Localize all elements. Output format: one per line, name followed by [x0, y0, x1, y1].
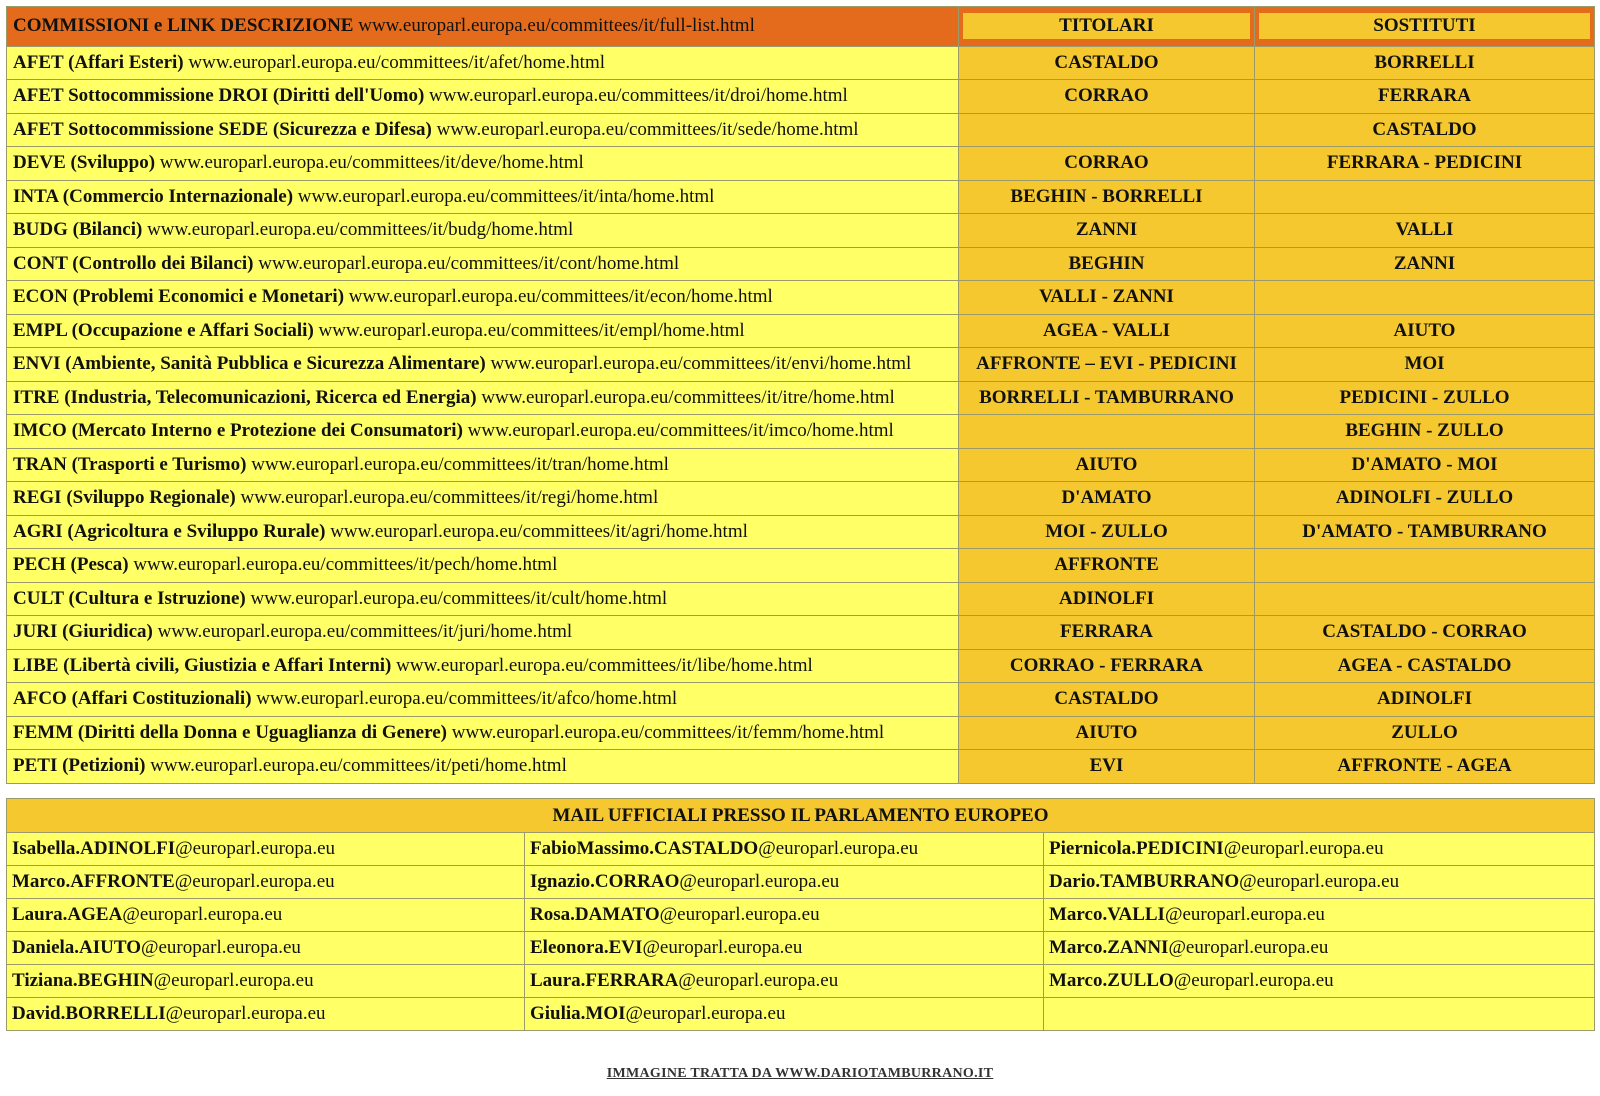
- committee-desc-cell: [7, 214, 959, 248]
- committee-desc-cell: [7, 683, 959, 717]
- committee-sostituti: D'AMATO - TAMBURRANO: [1255, 515, 1595, 549]
- committee-titolari: CORRAO: [959, 80, 1255, 114]
- committee-url[interactable]: www.europarl.europa.eu/committees/it/econ/home.html: [348, 286, 773, 308]
- committee-row: [7, 147, 1595, 181]
- committee-sostituti: BEGHIN - ZULLO: [1255, 415, 1595, 449]
- mail-cell[interactable]: [7, 932, 525, 965]
- committee-url[interactable]: www.europarl.europa.eu/committees/it/sede/home.html: [436, 118, 859, 140]
- committee-name: EMPL (Occupazione e Affari Sociali): [13, 319, 314, 341]
- mail-domain: @europarl.europa.eu: [1168, 937, 1329, 958]
- mail-user: FabioMassimo.CASTALDO: [530, 838, 759, 859]
- committee-desc-cell: [7, 448, 959, 482]
- header-sostituti-cell: [1255, 7, 1595, 47]
- header-title-cell: [7, 7, 959, 47]
- mail-cell[interactable]: [7, 899, 525, 932]
- committee-desc-cell: [7, 314, 959, 348]
- header-link[interactable]: www.europarl.europa.eu/committees/it/full-list.html: [358, 15, 755, 37]
- mail-domain: @europarl.europa.eu: [642, 937, 803, 958]
- committee-desc-cell: [7, 750, 959, 784]
- committee-name: DEVE (Sviluppo): [13, 152, 156, 174]
- committee-url[interactable]: www.europarl.europa.eu/committees/it/imco/home.html: [467, 420, 894, 442]
- mail-cell[interactable]: [1044, 866, 1595, 899]
- committee-sostituti: AGEA - CASTALDO: [1255, 649, 1595, 683]
- committee-row: [7, 616, 1595, 650]
- committee-url[interactable]: www.europarl.europa.eu/committees/it/cult/home.html: [250, 587, 668, 609]
- committee-titolari: AFFRONTE – EVI - PEDICINI: [959, 348, 1255, 382]
- committee-desc-cell: [7, 80, 959, 114]
- committee-row: [7, 515, 1595, 549]
- committee-name: REGI (Sviluppo Regionale): [13, 487, 236, 509]
- committee-row: [7, 214, 1595, 248]
- committee-url[interactable]: www.europarl.europa.eu/committees/it/tran/home.html: [251, 453, 669, 475]
- mail-cell[interactable]: [1044, 833, 1595, 866]
- mail-domain: @europarl.europa.eu: [679, 871, 840, 892]
- mail-cell[interactable]: [1044, 932, 1595, 965]
- committee-row: [7, 716, 1595, 750]
- mail-cell[interactable]: [7, 998, 525, 1031]
- committee-sostituti: ZULLO: [1255, 716, 1595, 750]
- committee-url[interactable]: www.europarl.europa.eu/committees/it/itre/home.html: [481, 386, 895, 408]
- committee-sostituti: PEDICINI - ZULLO: [1255, 381, 1595, 415]
- mail-user: Rosa.DAMATO: [530, 904, 660, 925]
- committee-name: JURI (Giuridica): [13, 621, 153, 643]
- committee-titolari: AGEA - VALLI: [959, 314, 1255, 348]
- committee-row: [7, 113, 1595, 147]
- committee-row: [7, 582, 1595, 616]
- committee-url[interactable]: www.europarl.europa.eu/committees/it/deve/home.html: [159, 152, 584, 174]
- mails-table: [6, 798, 1595, 1031]
- mail-row: [7, 866, 1595, 899]
- committee-titolari: AIUTO: [959, 716, 1255, 750]
- committee-url[interactable]: www.europarl.europa.eu/committees/it/agri/home.html: [330, 520, 748, 542]
- committee-titolari: ADINOLFI: [959, 582, 1255, 616]
- mail-row: [7, 833, 1595, 866]
- committee-url[interactable]: www.europarl.europa.eu/committees/it/inta/home.html: [297, 185, 715, 207]
- committee-titolari: BEGHIN: [959, 247, 1255, 281]
- committee-sostituti: [1255, 180, 1595, 214]
- committee-desc-cell: [7, 515, 959, 549]
- mail-user: Isabella.ADINOLFI: [12, 838, 176, 859]
- committee-titolari: VALLI - ZANNI: [959, 281, 1255, 315]
- mail-cell[interactable]: [7, 833, 525, 866]
- committee-row: [7, 180, 1595, 214]
- mail-user: Giulia.MOI: [530, 1003, 626, 1024]
- committee-desc-cell: [7, 582, 959, 616]
- committee-row: [7, 549, 1595, 583]
- mail-row: [7, 932, 1595, 965]
- mail-user: Marco.ZANNI: [1049, 937, 1169, 958]
- mail-user: Ignazio.CORRAO: [530, 871, 680, 892]
- mail-row: [7, 899, 1595, 932]
- mail-cell[interactable]: [1044, 965, 1595, 998]
- committee-row: [7, 348, 1595, 382]
- committee-desc-cell: [7, 482, 959, 516]
- committee-sostituti: CASTALDO: [1255, 113, 1595, 147]
- committee-row: [7, 649, 1595, 683]
- mail-domain: @europarl.europa.eu: [165, 1003, 326, 1024]
- committee-name: CULT (Cultura e Istruzione): [13, 587, 246, 609]
- committees-header-row: [7, 7, 1595, 47]
- mails-title: MAIL UFFICIALI PRESSO IL PARLAMENTO EUROPEO: [7, 799, 1595, 833]
- committee-desc-cell: [7, 716, 959, 750]
- mail-user: Marco.VALLI: [1049, 904, 1165, 925]
- committee-titolari: CORRAO - FERRARA: [959, 649, 1255, 683]
- committee-titolari: EVI: [959, 750, 1255, 784]
- committee-desc-cell: [7, 180, 959, 214]
- committee-name: FEMM (Diritti della Donna e Uguaglianza di Genere): [13, 721, 447, 743]
- committee-row: [7, 80, 1595, 114]
- committee-url[interactable]: www.europarl.europa.eu/committees/it/juri/home.html: [157, 621, 573, 643]
- committee-sostituti: [1255, 549, 1595, 583]
- mail-domain: @europarl.europa.eu: [1173, 970, 1334, 991]
- mail-domain: @europarl.europa.eu: [174, 871, 335, 892]
- committee-desc-cell: [7, 247, 959, 281]
- mail-domain: @europarl.europa.eu: [1164, 904, 1325, 925]
- committee-sostituti: MOI: [1255, 348, 1595, 382]
- mail-domain: @europarl.europa.eu: [678, 970, 839, 991]
- committee-titolari: D'AMATO: [959, 482, 1255, 516]
- mail-user: Marco.ZULLO: [1049, 970, 1174, 991]
- committee-url[interactable]: www.europarl.europa.eu/committees/it/cont/home.html: [258, 252, 680, 274]
- committee-desc-cell: [7, 549, 959, 583]
- committee-sostituti: [1255, 281, 1595, 315]
- mail-domain: @europarl.europa.eu: [625, 1003, 786, 1024]
- mail-cell[interactable]: [7, 965, 525, 998]
- committee-sostituti: AIUTO: [1255, 314, 1595, 348]
- committee-sostituti: ZANNI: [1255, 247, 1595, 281]
- committee-row: [7, 314, 1595, 348]
- mail-domain: @europarl.europa.eu: [758, 838, 919, 859]
- mail-cell[interactable]: [525, 998, 1044, 1031]
- committee-url[interactable]: www.europarl.europa.eu/committees/it/libe/home.html: [396, 654, 813, 676]
- mail-domain: @europarl.europa.eu: [153, 970, 314, 991]
- committee-sostituti: AFFRONTE - AGEA: [1255, 750, 1595, 784]
- mail-cell[interactable]: [525, 866, 1044, 899]
- mail-user: David.BORRELLI: [12, 1003, 166, 1024]
- image-credit[interactable]: IMMAGINE TRATTA DA WWW.DARIOTAMBURRANO.IT: [606, 1066, 994, 1081]
- committee-desc-cell: [7, 46, 959, 80]
- committee-row: [7, 448, 1595, 482]
- committee-titolari: MOI - ZULLO: [959, 515, 1255, 549]
- committee-url[interactable]: www.europarl.europa.eu/committees/it/envi/home.html: [490, 353, 912, 375]
- committee-name: AFET (Affari Esteri): [13, 51, 184, 73]
- committee-name: ECON (Problemi Economici e Monetari): [13, 286, 345, 308]
- committee-name: PECH (Pesca): [13, 554, 129, 576]
- committee-row: [7, 415, 1595, 449]
- committee-name: CONT (Controllo dei Bilanci): [13, 252, 254, 274]
- mail-user: Piernicola.PEDICINI: [1049, 838, 1224, 859]
- mail-user: Eleonora.EVI: [530, 937, 643, 958]
- mail-cell: [1044, 998, 1595, 1031]
- committee-url[interactable]: www.europarl.europa.eu/committees/it/peti/home.html: [150, 755, 567, 777]
- mail-domain: @europarl.europa.eu: [1239, 871, 1400, 892]
- committee-name: AFET Sottocommissione SEDE (Sicurezza e Difesa): [13, 118, 432, 140]
- committee-url[interactable]: www.europarl.europa.eu/committees/it/regi/home.html: [240, 487, 659, 509]
- header-title: COMMISSIONI e LINK DESCRIZIONE: [13, 15, 354, 37]
- committee-sostituti: FERRARA: [1255, 80, 1595, 114]
- committee-titolari: AFFRONTE: [959, 549, 1255, 583]
- committee-sostituti: ADINOLFI - ZULLO: [1255, 482, 1595, 516]
- committee-name: IMCO (Mercato Interno e Protezione dei Consumatori): [13, 420, 463, 442]
- committee-titolari: [959, 113, 1255, 147]
- committee-name: AGRI (Agricoltura e Sviluppo Rurale): [13, 520, 326, 542]
- committee-desc-cell: [7, 415, 959, 449]
- committee-desc-cell: [7, 147, 959, 181]
- committee-sostituti: VALLI: [1255, 214, 1595, 248]
- committee-name: PETI (Petizioni): [13, 755, 146, 777]
- mail-user: Laura.FERRARA: [530, 970, 679, 991]
- mail-cell[interactable]: [525, 899, 1044, 932]
- mail-cell[interactable]: [525, 932, 1044, 965]
- committee-titolari: FERRARA: [959, 616, 1255, 650]
- committee-name: AFET Sottocommissione DROI (Diritti dell'Uomo): [13, 85, 425, 107]
- committee-name: AFCO (Affari Costituzionali): [13, 688, 252, 710]
- committee-sostituti: FERRARA - PEDICINI: [1255, 147, 1595, 181]
- mail-domain: @europarl.europa.eu: [1223, 838, 1384, 859]
- committee-desc-cell: [7, 381, 959, 415]
- committee-sostituti: [1255, 582, 1595, 616]
- mail-cell[interactable]: [525, 965, 1044, 998]
- mail-row: [7, 965, 1595, 998]
- mail-domain: @europarl.europa.eu: [122, 904, 283, 925]
- committee-url[interactable]: www.europarl.europa.eu/committees/it/budg/home.html: [147, 219, 574, 241]
- committee-row: [7, 46, 1595, 80]
- committee-desc-cell: [7, 649, 959, 683]
- committee-sostituti: CASTALDO - CORRAO: [1255, 616, 1595, 650]
- mail-cell[interactable]: [525, 833, 1044, 866]
- committee-name: ITRE (Industria, Telecomunicazioni, Ricerca ed Energia): [13, 386, 477, 408]
- committee-titolari: CASTALDO: [959, 46, 1255, 80]
- committees-table: [6, 6, 1595, 784]
- header-sostituti: SOSTITUTI: [1259, 13, 1590, 39]
- committee-titolari: ZANNI: [959, 214, 1255, 248]
- mail-domain: @europarl.europa.eu: [140, 937, 301, 958]
- mail-row: [7, 998, 1595, 1031]
- committee-row: [7, 482, 1595, 516]
- committee-titolari: CORRAO: [959, 147, 1255, 181]
- committee-sostituti: BORRELLI: [1255, 46, 1595, 80]
- mails-header-row: [7, 799, 1595, 833]
- committee-titolari: BORRELLI - TAMBURRANO: [959, 381, 1255, 415]
- committee-desc-cell: [7, 113, 959, 147]
- committee-titolari: BEGHIN - BORRELLI: [959, 180, 1255, 214]
- committee-name: TRAN (Trasporti e Turismo): [13, 453, 247, 475]
- committee-name: INTA (Commercio Internazionale): [13, 185, 294, 207]
- mail-cell[interactable]: [1044, 899, 1595, 932]
- mail-user: Dario.TAMBURRANO: [1049, 871, 1240, 892]
- committee-name: ENVI (Ambiente, Sanità Pubblica e Sicurezza Alimentare): [13, 353, 486, 375]
- mail-user: Daniela.AIUTO: [12, 937, 141, 958]
- committee-name: LIBE (Libertà civili, Giustizia e Affari Interni): [13, 654, 392, 676]
- committee-name: BUDG (Bilanci): [13, 219, 143, 241]
- mail-domain: @europarl.europa.eu: [659, 904, 820, 925]
- header-titolari: TITOLARI: [963, 13, 1250, 39]
- committee-desc-cell: [7, 616, 959, 650]
- committee-url[interactable]: www.europarl.europa.eu/committees/it/pech/home.html: [133, 554, 558, 576]
- committee-titolari: [959, 415, 1255, 449]
- committee-row: [7, 281, 1595, 315]
- committee-titolari: AIUTO: [959, 448, 1255, 482]
- committee-row: [7, 247, 1595, 281]
- mail-user: Tiziana.BEGHIN: [12, 970, 154, 991]
- mail-user: Laura.AGEA: [12, 904, 123, 925]
- committee-desc-cell: [7, 281, 959, 315]
- committee-url[interactable]: www.europarl.europa.eu/committees/it/empl/home.html: [318, 319, 745, 341]
- header-titolari-cell: [959, 7, 1255, 47]
- committee-row: [7, 381, 1595, 415]
- committee-url[interactable]: www.europarl.europa.eu/committees/it/afco/home.html: [256, 688, 678, 710]
- mail-cell[interactable]: [7, 866, 525, 899]
- committee-sostituti: D'AMATO - MOI: [1255, 448, 1595, 482]
- mail-user: Marco.AFFRONTE: [12, 871, 175, 892]
- committee-url[interactable]: www.europarl.europa.eu/committees/it/afet/home.html: [188, 51, 606, 73]
- committee-titolari: CASTALDO: [959, 683, 1255, 717]
- mail-domain: @europarl.europa.eu: [175, 838, 336, 859]
- committee-desc-cell: [7, 348, 959, 382]
- committee-row: [7, 750, 1595, 784]
- committee-url[interactable]: www.europarl.europa.eu/committees/it/droi/home.html: [429, 85, 848, 107]
- committee-row: [7, 683, 1595, 717]
- committee-url[interactable]: www.europarl.europa.eu/committees/it/femm/home.html: [451, 721, 885, 743]
- committee-sostituti: ADINOLFI: [1255, 683, 1595, 717]
